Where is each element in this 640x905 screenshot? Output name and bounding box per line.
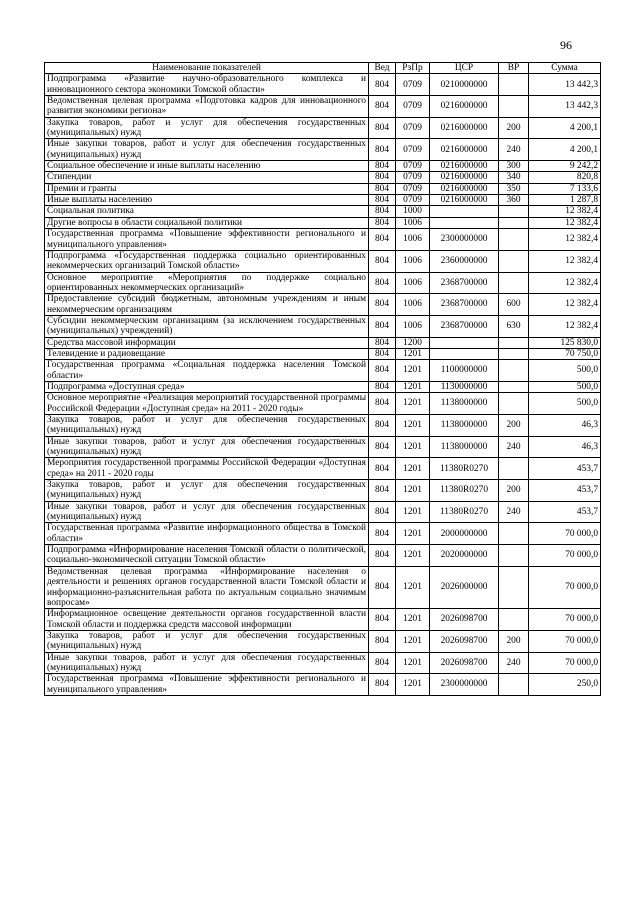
row-csr: 2026098700 [430,652,499,674]
row-ved: 804 [369,566,396,608]
row-name: Предоставление субсидий бюджетным, автономным учреждениям и иным некоммерческим организациям [45,294,369,316]
row-rzpr: 0709 [396,172,430,183]
row-csr: 11380R0270 [430,501,499,523]
row-name: Закупка товаров, работ и услуг для обеспечения государственных (муниципальных) нужд [45,117,369,139]
row-ved: 804 [369,250,396,272]
row-csr: 1138000000 [430,436,499,458]
table-row [45,161,601,172]
row-vr [499,360,529,382]
table-row [45,360,601,382]
row-csr [430,217,499,228]
row-sum: 70 000,0 [529,652,601,674]
row-vr [499,337,529,348]
row-ved: 804 [369,501,396,523]
row-rzpr: 0709 [396,117,430,139]
table-row [45,523,601,545]
row-rzpr: 1006 [396,272,430,294]
table-row [45,566,601,608]
row-rzpr: 1201 [396,381,430,392]
row-ved: 804 [369,315,396,337]
table-row [45,229,601,251]
row-name: Государственная программа «Повышение эффективности регионального и муниципального управления» [45,229,369,251]
row-vr: 240 [499,652,529,674]
row-vr [499,523,529,545]
table-header-row [45,63,601,74]
row-name: Субсидии некоммерческим организациям (за исключением государственных (муниципальных) учреждений) [45,315,369,337]
row-sum: 453,7 [529,480,601,502]
row-ved: 804 [369,360,396,382]
row-sum: 46,3 [529,436,601,458]
row-csr: 11380R0270 [430,480,499,502]
table-row [45,630,601,652]
row-name: Основное мероприятие «Реализация мероприятий государственной программы Российской Федерации «Доступная среда» на 2011 - 2020 годы» [45,393,369,415]
header-name: Наименование показателей [45,63,369,74]
table-row [45,381,601,392]
row-sum: 453,7 [529,501,601,523]
table-row [45,674,601,696]
row-rzpr: 0709 [396,74,430,96]
row-vr [499,458,529,480]
row-rzpr: 0709 [396,96,430,118]
row-sum: 12 382,4 [529,315,601,337]
row-ved: 804 [369,609,396,631]
row-vr: 600 [499,294,529,316]
table-row [45,337,601,348]
row-csr: 2360000000 [430,250,499,272]
row-csr: 1138000000 [430,393,499,415]
row-rzpr: 1006 [396,315,430,337]
row-name: Закупка товаров, работ и услуг для обеспечения государственных (муниципальных) нужд [45,630,369,652]
row-sum: 4 200,1 [529,139,601,161]
row-name: Государственная программа «Развитие информационного общества в Томской области» [45,523,369,545]
row-vr [499,348,529,359]
row-vr: 200 [499,480,529,502]
row-ved: 804 [369,480,396,502]
row-vr: 300 [499,161,529,172]
row-sum: 500,0 [529,381,601,392]
row-rzpr: 1201 [396,652,430,674]
row-ved: 804 [369,545,396,567]
row-rzpr: 1201 [396,348,430,359]
row-vr [499,229,529,251]
row-vr [499,674,529,696]
row-name: Средства массовой информации [45,337,369,348]
row-name: Иные закупки товаров, работ и услуг для обеспечения государственных (муниципальных) нужд [45,652,369,674]
row-rzpr: 1201 [396,630,430,652]
row-vr [499,545,529,567]
row-sum: 9 242,2 [529,161,601,172]
row-csr: 0216000000 [430,139,499,161]
table-row [45,415,601,437]
table-row [45,250,601,272]
row-name: Информационное освещение деятельности органов государственной власти Томской области и поддержка средств массовой информации [45,609,369,631]
row-csr: 2368700000 [430,315,499,337]
row-csr: 1130000000 [430,381,499,392]
row-rzpr: 1201 [396,480,430,502]
row-rzpr: 1006 [396,217,430,228]
row-name: Телевидение и радиовещание [45,348,369,359]
row-vr [499,272,529,294]
table-row [45,348,601,359]
row-csr: 2368700000 [430,272,499,294]
row-name: Иные закупки товаров, работ и услуг для обеспечения государственных (муниципальных) нужд [45,139,369,161]
row-vr [499,393,529,415]
row-vr [499,381,529,392]
row-sum: 1 287,8 [529,195,601,206]
row-rzpr: 1201 [396,523,430,545]
row-csr: 2026098700 [430,630,499,652]
table-row [45,393,601,415]
table-row [45,315,601,337]
row-sum: 70 000,0 [529,609,601,631]
row-sum: 70 000,0 [529,566,601,608]
row-ved: 804 [369,652,396,674]
table-row [45,272,601,294]
row-csr: 0216000000 [430,117,499,139]
row-name: Социальное обеспечение и иные выплаты населению [45,161,369,172]
row-sum: 12 382,4 [529,250,601,272]
row-csr: 0216000000 [430,183,499,194]
header-rzpr: РзПр [396,63,430,74]
row-sum: 70 000,0 [529,545,601,567]
row-sum: 70 750,0 [529,348,601,359]
row-csr: 0210000000 [430,74,499,96]
row-vr: 340 [499,172,529,183]
row-name: Ведомственная целевая программа «Информирование населения о деятельности и решениях органов государственной власти Томской области и информационно-разъяснительная работа по актуальным социально значимым вопросам» [45,566,369,608]
row-sum: 4 200,1 [529,117,601,139]
row-ved: 804 [369,96,396,118]
row-csr: 0216000000 [430,96,499,118]
row-rzpr: 1201 [396,360,430,382]
row-name: Другие вопросы в области социальной политики [45,217,369,228]
row-vr [499,250,529,272]
row-rzpr: 1201 [396,458,430,480]
row-vr: 200 [499,415,529,437]
row-csr: 2368700000 [430,294,499,316]
row-vr: 240 [499,139,529,161]
row-sum: 12 382,4 [529,294,601,316]
row-ved: 804 [369,117,396,139]
row-csr [430,337,499,348]
row-sum: 820,8 [529,172,601,183]
table-row [45,436,601,458]
row-csr: 2300000000 [430,229,499,251]
row-csr: 2000000000 [430,523,499,545]
row-ved: 804 [369,172,396,183]
row-sum: 500,0 [529,393,601,415]
row-ved: 804 [369,294,396,316]
row-sum: 500,0 [529,360,601,382]
row-vr: 200 [499,117,529,139]
row-vr: 200 [499,630,529,652]
table-row [45,480,601,502]
row-name: Подпрограмма «Государственная поддержка социально ориентированных некоммерческих организаций Томской области» [45,250,369,272]
row-sum: 7 133,6 [529,183,601,194]
row-rzpr: 0709 [396,183,430,194]
table-row [45,195,601,206]
row-name: Премии и гранты [45,183,369,194]
row-sum: 13 442,3 [529,96,601,118]
header-ved: Вед [369,63,396,74]
row-ved: 804 [369,206,396,217]
row-rzpr: 1201 [396,609,430,631]
row-ved: 804 [369,74,396,96]
row-vr [499,217,529,228]
table-row [45,458,601,480]
row-vr: 360 [499,195,529,206]
row-vr: 350 [499,183,529,194]
row-csr: 0216000000 [430,172,499,183]
row-csr: 2020000000 [430,545,499,567]
row-vr: 240 [499,436,529,458]
row-sum: 453,7 [529,458,601,480]
row-sum: 250,0 [529,674,601,696]
row-ved: 804 [369,674,396,696]
row-sum: 12 382,4 [529,217,601,228]
row-rzpr: 1201 [396,566,430,608]
row-ved: 804 [369,458,396,480]
table-row [45,96,601,118]
row-sum: 125 830,0 [529,337,601,348]
row-vr [499,566,529,608]
header-vr: ВР [499,63,529,74]
row-rzpr: 0709 [396,161,430,172]
row-sum: 12 382,4 [529,272,601,294]
row-sum: 12 382,4 [529,229,601,251]
row-name: Социальная политика [45,206,369,217]
row-name: Иные закупки товаров, работ и услуг для обеспечения государственных (муниципальных) нужд [45,436,369,458]
row-rzpr: 1006 [396,229,430,251]
table-row [45,183,601,194]
row-rzpr: 0709 [396,139,430,161]
row-ved: 804 [369,523,396,545]
row-sum: 70 000,0 [529,630,601,652]
table-row [45,74,601,96]
table-row [45,545,601,567]
table-row [45,294,601,316]
row-rzpr: 1200 [396,337,430,348]
row-name: Ведомственная целевая программа «Подготовка кадров для инновационного развития экономики региона» [45,96,369,118]
header-csr: ЦСР [430,63,499,74]
row-rzpr: 1006 [396,294,430,316]
row-name: Закупка товаров, работ и услуг для обеспечения государственных (муниципальных) нужд [45,415,369,437]
table-row [45,217,601,228]
row-name: Государственная программа «Социальная поддержка населения Томской области» [45,360,369,382]
row-rzpr: 1201 [396,674,430,696]
row-csr [430,348,499,359]
row-vr [499,96,529,118]
page-number: 96 [560,38,572,52]
row-name: Мероприятия государственной программы Российской Федерации «Доступная среда» на 2011 - 2020 годы [45,458,369,480]
row-sum: 46,3 [529,415,601,437]
row-name: Стипендии [45,172,369,183]
header-sum: Сумма [529,63,601,74]
row-csr: 2026098700 [430,609,499,631]
row-sum: 70 000,0 [529,523,601,545]
row-csr: 0216000000 [430,161,499,172]
row-name: Иные выплаты населению [45,195,369,206]
row-csr: 2300000000 [430,674,499,696]
row-ved: 804 [369,630,396,652]
row-ved: 804 [369,436,396,458]
table-row [45,652,601,674]
row-vr: 240 [499,501,529,523]
row-ved: 804 [369,229,396,251]
row-sum: 12 382,4 [529,206,601,217]
row-ved: 804 [369,381,396,392]
row-rzpr: 1000 [396,206,430,217]
table-row [45,139,601,161]
row-csr: 2026000000 [430,566,499,608]
row-vr [499,609,529,631]
row-rzpr: 1201 [396,501,430,523]
table-row [45,172,601,183]
row-rzpr: 0709 [396,195,430,206]
row-rzpr: 1201 [396,436,430,458]
table-row [45,206,601,217]
row-ved: 804 [369,183,396,194]
row-ved: 804 [369,139,396,161]
table-body [45,74,601,696]
row-sum: 13 442,3 [529,74,601,96]
table-row [45,117,601,139]
row-ved: 804 [369,337,396,348]
row-name: Иные закупки товаров, работ и услуг для обеспечения государственных (муниципальных) нужд [45,501,369,523]
row-vr: 630 [499,315,529,337]
row-csr: 11380R0270 [430,458,499,480]
row-rzpr: 1201 [396,415,430,437]
table-row [45,609,601,631]
row-ved: 804 [369,161,396,172]
row-name: Подпрограмма «Информирование населения Томской области о политической, социально-экономической ситуации Томской области» [45,545,369,567]
row-rzpr: 1201 [396,545,430,567]
row-csr: 0216000000 [430,195,499,206]
row-rzpr: 1006 [396,250,430,272]
row-ved: 804 [369,415,396,437]
row-name: Подпрограмма «Доступная среда» [45,381,369,392]
row-ved: 804 [369,393,396,415]
row-rzpr: 1201 [396,393,430,415]
row-name: Основное мероприятие «Мероприятия по поддержке социально ориентированных некоммерческих организаций» [45,272,369,294]
row-csr: 1100000000 [430,360,499,382]
row-name: Государственная программа «Повышение эффективности регионального и муниципального управления» [45,674,369,696]
row-ved: 804 [369,195,396,206]
row-vr [499,206,529,217]
row-csr: 1138000000 [430,415,499,437]
row-name: Подпрограмма «Развитие научно-образовательного комплекса и инновационного сектора экономики Томской области» [45,74,369,96]
row-ved: 804 [369,217,396,228]
table-row [45,501,601,523]
budget-table [44,62,601,696]
row-ved: 804 [369,272,396,294]
row-vr [499,74,529,96]
row-csr [430,206,499,217]
row-name: Закупка товаров, работ и услуг для обеспечения государственных (муниципальных) нужд [45,480,369,502]
row-ved: 804 [369,348,396,359]
